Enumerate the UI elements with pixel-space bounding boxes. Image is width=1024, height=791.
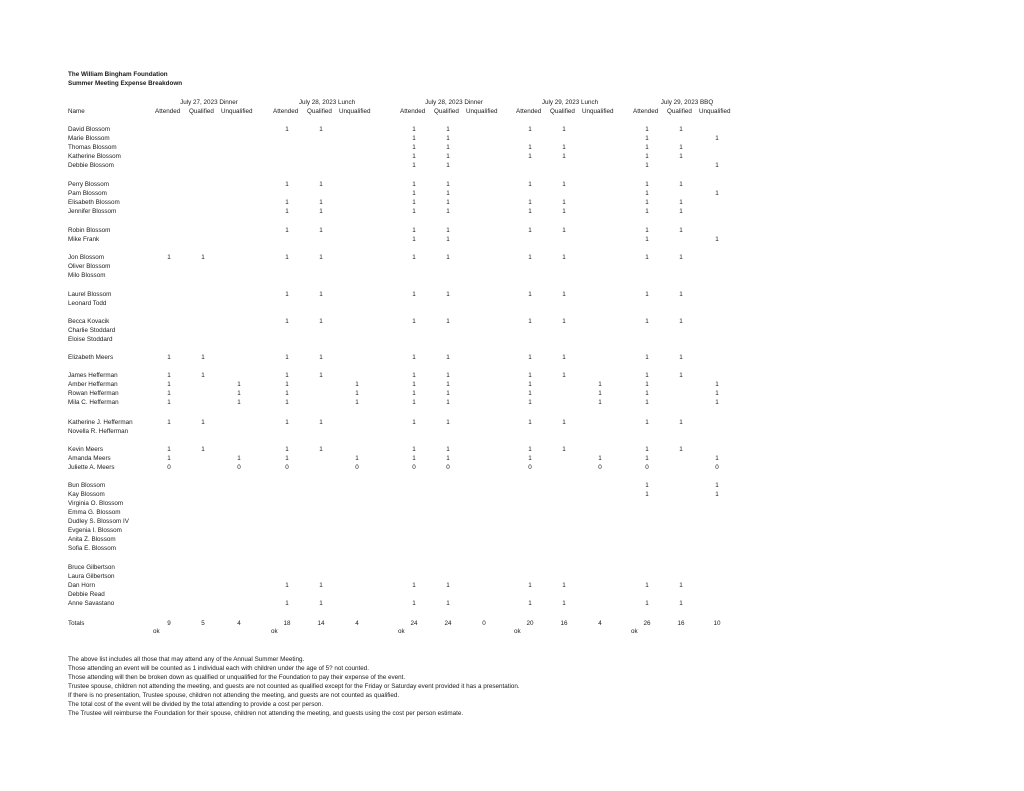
value-cell: 1: [562, 254, 566, 261]
value-cell: 0: [167, 464, 171, 471]
row-name: Elizabeth Meers: [68, 354, 114, 361]
column-header-unqualified: Unqualified: [582, 108, 614, 115]
value-cell: 1: [562, 227, 566, 234]
value-cell: 1: [412, 291, 416, 298]
value-cell: 1: [528, 399, 532, 406]
footnote: The Trustee will reimburse the Foundation for their spouse, children not attending the meeting, and guests using the cost per person estimate.: [68, 710, 464, 717]
value-cell: 1: [645, 582, 649, 589]
value-cell: 1: [562, 582, 566, 589]
column-header-unqualified: Unqualified: [221, 108, 253, 115]
row-name: Robin Blossom: [68, 227, 111, 234]
value-cell: 1: [528, 354, 532, 361]
value-cell: 1: [446, 291, 450, 298]
value-cell: 1: [412, 399, 416, 406]
value-cell: 1: [446, 236, 450, 243]
column-header-attended: Attended: [633, 108, 659, 115]
row-name: Anita Z. Blossom: [68, 536, 116, 543]
row-name: Novella R. Hefferman: [68, 428, 129, 435]
value-cell: 1: [167, 381, 171, 388]
value-cell: 0: [645, 464, 649, 471]
value-cell: 0: [446, 464, 450, 471]
value-cell: 1: [715, 381, 719, 388]
total-cell: 18: [283, 620, 291, 627]
value-cell: 1: [562, 181, 566, 188]
column-header-unqualified: Unqualified: [699, 108, 731, 115]
value-cell: 1: [412, 236, 416, 243]
row-name: Milo Blossom: [68, 272, 106, 279]
column-header-attended: Attended: [273, 108, 299, 115]
row-name: David Blossom: [68, 126, 110, 133]
value-cell: 1: [562, 153, 566, 160]
row-name: Debbie Blossom: [68, 162, 114, 169]
value-cell: 0: [355, 464, 359, 471]
row-name: Amanda Meers: [68, 455, 111, 462]
row-name: Amber Hefferman: [68, 381, 118, 388]
row-name: Bruce Gilbertson: [68, 564, 115, 571]
value-cell: 1: [679, 372, 683, 379]
value-cell: 1: [446, 381, 450, 388]
row-name: Oliver Blossom: [68, 263, 111, 270]
row-name: Katherine Blossom: [68, 153, 121, 160]
row-name: Laurel Blossom: [68, 291, 112, 298]
value-cell: 1: [285, 381, 289, 388]
ok-marker: ok: [631, 628, 638, 635]
value-cell: 1: [645, 227, 649, 234]
value-cell: 1: [446, 153, 450, 160]
ok-marker: ok: [153, 628, 160, 635]
value-cell: 1: [412, 381, 416, 388]
footnote: The above list includes all those that may attend any of the Annual Summer Meeting.: [68, 656, 305, 663]
value-cell: 1: [167, 419, 171, 426]
value-cell: 1: [285, 399, 289, 406]
row-name: Emma G. Blossom: [68, 509, 121, 516]
value-cell: 1: [319, 208, 323, 215]
value-cell: 1: [355, 381, 359, 388]
value-cell: 0: [598, 464, 602, 471]
value-cell: 1: [237, 381, 241, 388]
value-cell: 1: [528, 446, 532, 453]
value-cell: 1: [528, 291, 532, 298]
event-header: July 29, 2023 Lunch: [541, 99, 599, 106]
column-header-unqualified: Unqualified: [466, 108, 498, 115]
value-cell: 1: [562, 144, 566, 151]
value-cell: 1: [446, 600, 450, 607]
value-cell: 1: [562, 446, 566, 453]
value-cell: 1: [528, 181, 532, 188]
value-cell: 1: [562, 318, 566, 325]
value-cell: 1: [167, 254, 171, 261]
value-cell: 1: [412, 181, 416, 188]
value-cell: 1: [446, 227, 450, 234]
value-cell: 1: [446, 354, 450, 361]
value-cell: 1: [562, 600, 566, 607]
value-cell: 1: [285, 455, 289, 462]
value-cell: 1: [285, 291, 289, 298]
total-cell: 5: [201, 620, 205, 627]
value-cell: 1: [645, 291, 649, 298]
value-cell: 1: [715, 236, 719, 243]
value-cell: 1: [319, 254, 323, 261]
row-name: Mila C. Hefferman: [68, 399, 119, 406]
value-cell: 1: [562, 126, 566, 133]
row-name: Elisabeth Blossom: [68, 199, 120, 206]
value-cell: 1: [528, 372, 532, 379]
total-cell: 4: [237, 620, 241, 627]
value-cell: 1: [645, 190, 649, 197]
ok-marker: ok: [514, 628, 521, 635]
footnote: The total cost of the event will be divided by the total attending to provide a cost per person.: [68, 701, 324, 708]
row-name: James Hefferman: [68, 372, 118, 379]
value-cell: 1: [167, 399, 171, 406]
row-name: Bun Blossom: [68, 482, 106, 489]
total-cell: 4: [355, 620, 359, 627]
value-cell: 1: [679, 254, 683, 261]
value-cell: 1: [562, 372, 566, 379]
value-cell: 1: [319, 372, 323, 379]
value-cell: 1: [528, 419, 532, 426]
row-name: Laura Gilbertson: [68, 573, 115, 580]
value-cell: 1: [528, 254, 532, 261]
value-cell: 1: [446, 190, 450, 197]
value-cell: 1: [645, 236, 649, 243]
value-cell: 1: [446, 135, 450, 142]
value-cell: 1: [679, 419, 683, 426]
row-name: Charlie Stoddard: [68, 327, 116, 334]
value-cell: 1: [446, 318, 450, 325]
value-cell: 1: [412, 446, 416, 453]
value-cell: 1: [237, 390, 241, 397]
value-cell: 1: [645, 144, 649, 151]
value-cell: 1: [446, 162, 450, 169]
value-cell: 1: [446, 399, 450, 406]
row-name: Becca Kovacik: [68, 318, 110, 325]
value-cell: 1: [201, 354, 205, 361]
value-cell: 1: [285, 181, 289, 188]
row-name: Dudley S. Blossom IV: [68, 518, 129, 525]
value-cell: 1: [285, 199, 289, 206]
row-name: Katherine J. Hefferman: [68, 419, 133, 426]
value-cell: 1: [645, 208, 649, 215]
value-cell: 1: [285, 419, 289, 426]
value-cell: 1: [412, 190, 416, 197]
footnote: Those attending an event will be counted as 1 individual each with children under the age of 5? not counted.: [68, 665, 370, 672]
value-cell: 1: [285, 354, 289, 361]
event-header: July 29, 2023 BBQ: [660, 99, 714, 106]
row-name: Mike Frank: [68, 236, 100, 243]
value-cell: 1: [446, 446, 450, 453]
row-name: Virginia O. Blossom: [68, 500, 124, 507]
value-cell: 1: [528, 582, 532, 589]
value-cell: 1: [679, 446, 683, 453]
value-cell: 1: [355, 399, 359, 406]
value-cell: 1: [446, 144, 450, 151]
value-cell: 1: [715, 135, 719, 142]
value-cell: 1: [285, 254, 289, 261]
value-cell: 1: [679, 291, 683, 298]
value-cell: 1: [645, 162, 649, 169]
value-cell: 1: [645, 135, 649, 142]
value-cell: 1: [645, 126, 649, 133]
row-name: Pam Blossom: [68, 190, 107, 197]
value-cell: 1: [528, 600, 532, 607]
row-name: Marie Blossom: [68, 135, 110, 142]
value-cell: 1: [645, 600, 649, 607]
row-name: Jennifer Blossom: [68, 208, 117, 215]
row-name: Kay Blossom: [68, 491, 105, 498]
total-cell: 16: [677, 620, 685, 627]
value-cell: 1: [715, 162, 719, 169]
value-cell: 1: [319, 600, 323, 607]
value-cell: 1: [562, 199, 566, 206]
total-cell: 0: [482, 620, 486, 627]
value-cell: 1: [528, 153, 532, 160]
value-cell: 1: [412, 199, 416, 206]
totals-label: Totals: [68, 620, 85, 627]
total-cell: 9: [167, 620, 171, 627]
value-cell: 1: [598, 390, 602, 397]
value-cell: 1: [412, 419, 416, 426]
value-cell: 1: [446, 208, 450, 215]
value-cell: 1: [679, 144, 683, 151]
value-cell: 1: [562, 208, 566, 215]
value-cell: 1: [528, 227, 532, 234]
value-cell: 1: [446, 126, 450, 133]
value-cell: 1: [201, 254, 205, 261]
ok-marker: ok: [271, 628, 278, 635]
value-cell: 1: [201, 446, 205, 453]
value-cell: 1: [679, 208, 683, 215]
row-name: Debbie Read: [68, 591, 105, 598]
row-name: Thomas Blossom: [68, 144, 117, 151]
value-cell: 1: [562, 291, 566, 298]
value-cell: 1: [319, 419, 323, 426]
value-cell: 1: [679, 354, 683, 361]
value-cell: 1: [679, 199, 683, 206]
value-cell: 1: [528, 208, 532, 215]
value-cell: 1: [562, 419, 566, 426]
row-name: Anne Savastano: [68, 600, 115, 607]
value-cell: 1: [167, 390, 171, 397]
footnote: Trustee spouse, children not attending the meeting, and guests are not counted as qualified except for the Friday or Saturday event provided it has a presentation.: [68, 683, 520, 690]
value-cell: 1: [167, 354, 171, 361]
value-cell: 1: [412, 354, 416, 361]
value-cell: 1: [285, 318, 289, 325]
value-cell: 1: [319, 126, 323, 133]
value-cell: 1: [562, 354, 566, 361]
column-header-qualified: Qualified: [550, 108, 575, 115]
total-cell: 10: [713, 620, 721, 627]
row-name: Juliette A. Meers: [68, 464, 115, 471]
column-header-attended: Attended: [155, 108, 181, 115]
value-cell: 1: [446, 199, 450, 206]
value-cell: 1: [285, 208, 289, 215]
value-cell: 1: [446, 582, 450, 589]
value-cell: 1: [715, 455, 719, 462]
value-cell: 0: [715, 464, 719, 471]
value-cell: 1: [201, 419, 205, 426]
value-cell: 1: [285, 372, 289, 379]
name-column-header: Name: [68, 108, 85, 115]
row-name: Jon Blossom: [68, 254, 105, 261]
footnote: If there is no presentation, Trustee spouse, children not attending the meeting, and guests are not counted as qualified.: [68, 692, 400, 699]
value-cell: 1: [528, 381, 532, 388]
value-cell: 1: [645, 318, 649, 325]
value-cell: 1: [412, 208, 416, 215]
value-cell: 1: [679, 227, 683, 234]
value-cell: 1: [679, 582, 683, 589]
value-cell: 1: [446, 390, 450, 397]
total-cell: 26: [643, 620, 651, 627]
value-cell: 1: [446, 455, 450, 462]
value-cell: 1: [412, 126, 416, 133]
row-name: Evgenia I. Blossom: [68, 527, 122, 534]
value-cell: 1: [319, 354, 323, 361]
document-subtitle: Summer Meeting Expense Breakdown: [68, 80, 183, 87]
value-cell: 1: [645, 199, 649, 206]
event-header: July 28, 2023 Dinner: [425, 99, 483, 106]
value-cell: 1: [645, 446, 649, 453]
column-header-qualified: Qualified: [189, 108, 214, 115]
column-header-unqualified: Unqualified: [339, 108, 371, 115]
footnote: Those attending will then be broken down as qualified or unqualified for the Foundation to pay their expense of the event.: [68, 674, 406, 681]
value-cell: 1: [412, 227, 416, 234]
value-cell: 1: [167, 455, 171, 462]
event-header: July 27, 2023 Dinner: [180, 99, 238, 106]
value-cell: 1: [715, 491, 719, 498]
value-cell: 1: [715, 399, 719, 406]
value-cell: 1: [528, 144, 532, 151]
ok-marker: ok: [398, 628, 405, 635]
value-cell: 1: [237, 399, 241, 406]
value-cell: 1: [285, 600, 289, 607]
value-cell: 1: [319, 582, 323, 589]
value-cell: 1: [412, 455, 416, 462]
value-cell: 1: [167, 446, 171, 453]
row-name: Kevin Meers: [68, 446, 103, 453]
value-cell: 0: [285, 464, 289, 471]
value-cell: 1: [319, 318, 323, 325]
value-cell: 1: [598, 381, 602, 388]
value-cell: 1: [285, 390, 289, 397]
value-cell: 1: [598, 455, 602, 462]
value-cell: 1: [412, 254, 416, 261]
row-name: Perry Blossom: [68, 181, 109, 188]
value-cell: 1: [285, 126, 289, 133]
column-header-attended: Attended: [516, 108, 542, 115]
value-cell: 1: [645, 381, 649, 388]
value-cell: 1: [645, 455, 649, 462]
document-title: The William Bingham Foundation: [68, 71, 168, 78]
value-cell: 1: [679, 153, 683, 160]
value-cell: 1: [285, 446, 289, 453]
value-cell: 1: [598, 399, 602, 406]
value-cell: 1: [412, 390, 416, 397]
value-cell: 1: [645, 181, 649, 188]
value-cell: 1: [528, 390, 532, 397]
value-cell: 1: [528, 126, 532, 133]
total-cell: 20: [526, 620, 534, 627]
column-header-qualified: Qualified: [434, 108, 459, 115]
row-name: Rowan Hefferman: [68, 390, 119, 397]
value-cell: 1: [679, 600, 683, 607]
value-cell: 1: [446, 181, 450, 188]
value-cell: 0: [528, 464, 532, 471]
row-name: Leonard Todd: [68, 300, 107, 307]
value-cell: 1: [679, 181, 683, 188]
value-cell: 1: [528, 199, 532, 206]
value-cell: 1: [237, 455, 241, 462]
value-cell: 1: [645, 372, 649, 379]
total-cell: 24: [444, 620, 452, 627]
value-cell: 1: [679, 318, 683, 325]
value-cell: 1: [645, 419, 649, 426]
value-cell: 1: [645, 153, 649, 160]
value-cell: 1: [285, 227, 289, 234]
value-cell: 1: [319, 227, 323, 234]
column-header-qualified: Qualified: [667, 108, 692, 115]
value-cell: 1: [715, 190, 719, 197]
value-cell: 1: [412, 162, 416, 169]
total-cell: 14: [317, 620, 325, 627]
value-cell: 1: [319, 181, 323, 188]
row-name: Dan Horn: [68, 582, 95, 589]
value-cell: 1: [355, 390, 359, 397]
value-cell: 1: [412, 372, 416, 379]
value-cell: 1: [412, 582, 416, 589]
value-cell: 1: [412, 318, 416, 325]
value-cell: 1: [167, 372, 171, 379]
value-cell: 1: [412, 144, 416, 151]
event-header: July 28, 2023 Lunch: [298, 99, 356, 106]
value-cell: 1: [319, 291, 323, 298]
value-cell: 1: [412, 135, 416, 142]
value-cell: 1: [446, 419, 450, 426]
value-cell: 0: [412, 464, 416, 471]
value-cell: 1: [446, 254, 450, 261]
column-header-attended: Attended: [400, 108, 426, 115]
value-cell: 1: [319, 199, 323, 206]
value-cell: 1: [201, 372, 205, 379]
value-cell: 1: [285, 582, 289, 589]
row-name: Eloise Stoddard: [68, 336, 113, 343]
value-cell: 1: [446, 372, 450, 379]
value-cell: 1: [355, 455, 359, 462]
value-cell: 1: [528, 455, 532, 462]
total-cell: 4: [598, 620, 602, 627]
value-cell: 1: [319, 446, 323, 453]
value-cell: 1: [528, 318, 532, 325]
value-cell: 0: [237, 464, 241, 471]
value-cell: 1: [645, 254, 649, 261]
value-cell: 1: [645, 491, 649, 498]
value-cell: 1: [645, 354, 649, 361]
value-cell: 1: [715, 482, 719, 489]
value-cell: 1: [679, 126, 683, 133]
column-header-qualified: Qualified: [307, 108, 332, 115]
total-cell: 24: [410, 620, 418, 627]
value-cell: 1: [645, 482, 649, 489]
value-cell: 1: [715, 390, 719, 397]
value-cell: 1: [412, 600, 416, 607]
value-cell: 1: [645, 399, 649, 406]
row-name: Sofia E. Blossom: [68, 545, 116, 552]
value-cell: 1: [645, 390, 649, 397]
value-cell: 1: [412, 153, 416, 160]
total-cell: 16: [560, 620, 568, 627]
